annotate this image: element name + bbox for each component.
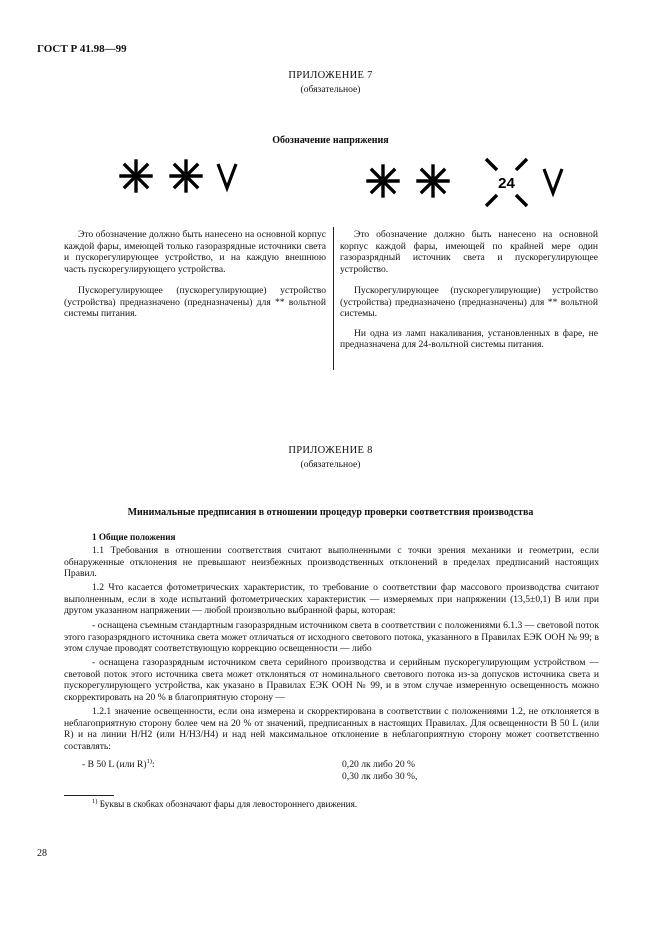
section-1-heading: 1 Общие положения xyxy=(92,532,176,542)
b50-value-1: 0,20 лк либо 20 % xyxy=(342,759,416,770)
footnote-divider xyxy=(64,795,114,796)
voltage-symbol-left-svg xyxy=(118,157,248,197)
asterisk-icon xyxy=(418,166,448,196)
voltage-symbol-right xyxy=(365,155,570,215)
appendix-8-title: ПРИЛОЖЕНИЕ 8 xyxy=(288,445,373,456)
footnote xyxy=(92,799,357,810)
bullet-serial-lamp: - оснащена газоразрядным источником света серийного производства и серийным пускорегулирующим устройством — световой поток этого источника света может отклоняться от номинального светового потока из-за допусков источника света и пускорегулирующего устройства, как указано в Правилах ЕЭК ООН № 99, и в этом случае измеренную освещенность можно скорректировать на 20 % в благоприятную сторону — xyxy=(64,657,599,703)
b50-label-colon: : xyxy=(151,759,155,770)
appendix-7-title: ПРИЛОЖЕНИЕ 7 xyxy=(288,70,373,81)
paragraph-1-2: 1.2 Что касается фотометрических характеристик, то требование о соответствии фар массового производства считают выполненным, если в ходе испытаний фотометрических характеристик — измеряемых при напряжении (13,5±0,1) В или при другом указанном напряжении — любой произвольно выбранной фары, которая: xyxy=(64,582,599,616)
right-column xyxy=(340,229,598,351)
volt-v-icon xyxy=(544,169,562,193)
right-col-para-2: Пускорегулирующее (пускорегулирующие) устройство (устройства) предназначено (предназначены) для ** вольтной системы. xyxy=(340,285,598,319)
appendix-8-status: (обязательное) xyxy=(300,459,361,470)
right-col-para-1: Это обозначение должно быть нанесено на основной корпус каждой фары, имеющей по крайней мере один газоразрядный источник света и пускорегулирующее устройство. xyxy=(340,229,598,275)
voltage-symbol-left xyxy=(118,157,248,197)
volt-v-icon xyxy=(218,164,236,188)
appendix-7-heading: Обозначение напряжения xyxy=(272,135,389,146)
footnote-ref: 1) xyxy=(146,757,152,765)
voltage-symbol-right-svg xyxy=(365,155,570,215)
b50-value-2: 0,30 лк либо 30 %, xyxy=(342,771,418,782)
paragraph-1-2-1: 1.2.1 значение освещенности, если она измерена и скорректирована в соответствии с положениями 1.2, не отклоняется в неблагоприятную сторону более чем на 20 % от значений, предписанных в настоящих Правилах. Для освещенности B 50 L (или R) и на линии H/H2 (или H/H3/H4) и над ней максимальное отклонение в неблагоприятную сторону может соответственно составлять: xyxy=(64,706,599,752)
asterisk-icon xyxy=(121,161,151,191)
page-number: 28 xyxy=(37,848,47,859)
document-code: ГОСТ Р 41.98—99 xyxy=(37,43,127,55)
right-col-para-3: Ни одна из ламп накаливания, установленных в фаре, не предназначена для 24-вольтной системы питания. xyxy=(340,327,598,350)
lamp-voltage-number: 24 xyxy=(498,175,515,192)
left-col-para-2: Пускорегулирующее (пускорегулирующие) устройство (устройства) предназначено (предназначены) для ** вольтной системы питания. xyxy=(64,285,326,319)
b50-item-label xyxy=(82,759,155,771)
bullet-removable-lamp: - оснащена съемным стандартным газоразрядным источником света в соответствии с положениями 6.1.3 — световой поток этого газоразрядного источника света может отличаться от исходного светового потока, указанного в Правилах ЕЭК ООН № 99; в этом случае проводят соответствующую коррекцию освещенности — либо xyxy=(64,620,599,654)
appendix-7-status: (обязательное) xyxy=(300,84,361,95)
b50-label-text: - B 50 L (или R) xyxy=(82,759,147,770)
left-column xyxy=(64,229,326,320)
column-divider xyxy=(333,227,334,370)
left-col-para-1: Это обозначение должно быть нанесено на основной корпус каждой фары, имеющей только газоразрядные источники света и пускорегулирующее устройство, и на каждую внешнюю часть пускорегулирующего устройства. xyxy=(64,229,326,275)
paragraph-1-1: 1.1 Требования в отношении соответствия считают выполненными с точки зрения механики и геометрии, если обнаруженные отклонения не превышают неизбежных производственных отклонений в пределах предписаний настоящих Правил. xyxy=(64,545,599,579)
footnote-mark: 1) xyxy=(92,797,98,805)
asterisk-icon xyxy=(171,161,201,191)
asterisk-icon xyxy=(368,166,398,196)
footnote-text: Буквы в скобках обозначают фары для левостороннего движения. xyxy=(99,799,358,809)
appendix-8-heading: Минимальные предписания в отношении процедур проверки соответствия производства xyxy=(127,507,534,518)
